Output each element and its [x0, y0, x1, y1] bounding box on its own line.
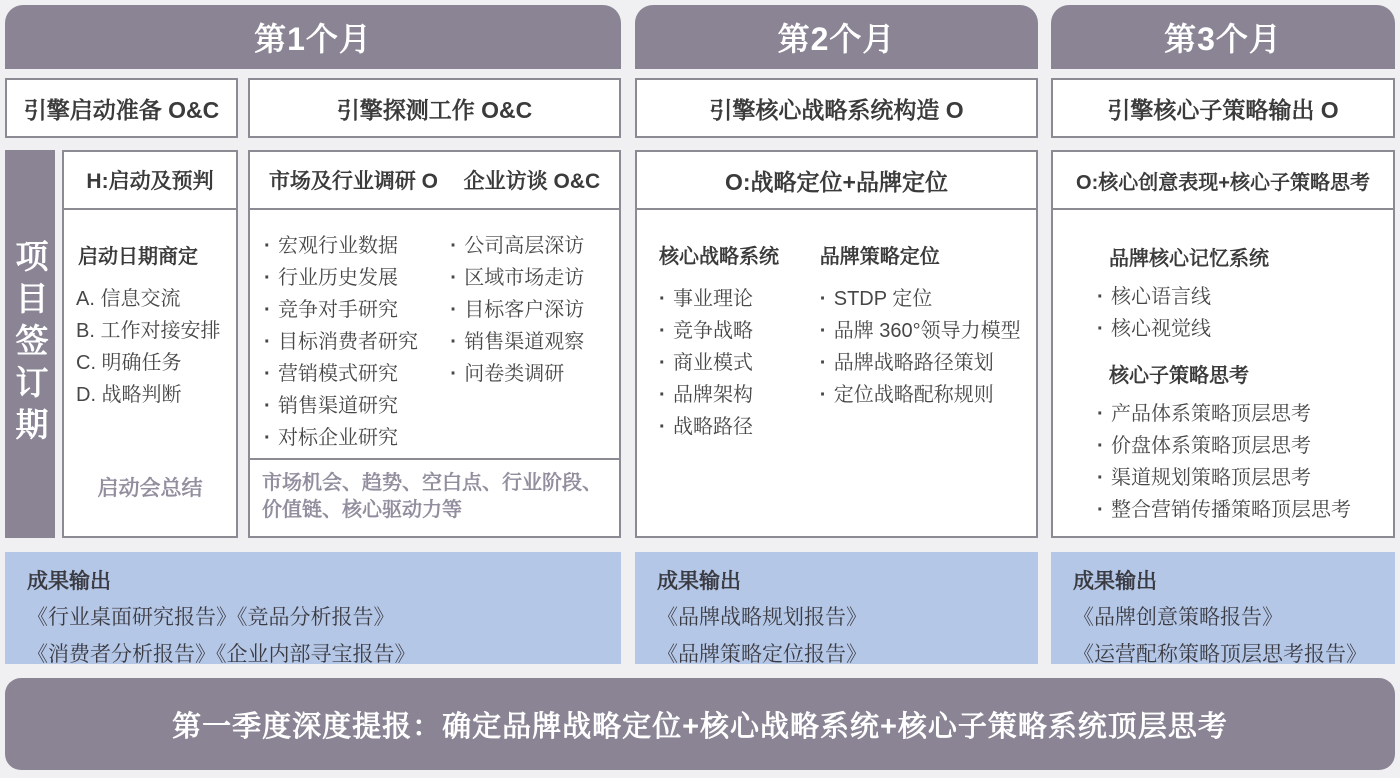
stage-title-exploration: [248, 78, 621, 138]
panel-launch-body: [64, 210, 236, 411]
quarter-summary-text: 第一季度深度提报：确定品牌战略定位+核心战略系统+核心子策略系统顶层思考: [172, 710, 1228, 743]
panel-research-body: [250, 210, 619, 454]
list-item: · STDP 定位: [818, 283, 1024, 315]
creative-group2-title: 核心子策略思考: [1109, 365, 1249, 387]
panel-creative-header: O:核心创意表现+核心子策略思考: [1053, 152, 1393, 210]
stage-title-label: 引擎核心战略系统构造 O: [709, 96, 964, 123]
output-line: 《消费者分析报告》《企业内部寻宝报告》: [27, 643, 416, 666]
creative-group1-title: 品牌核心记忆系统: [1109, 248, 1269, 270]
list-item: · 宏观行业数据: [262, 230, 448, 262]
list-item: · 销售渠道观察: [448, 326, 607, 358]
panel-creative: [1051, 150, 1395, 538]
list-item: · 目标消费者研究: [262, 326, 448, 358]
list-item: · 产品体系策略顶层思考: [1095, 398, 1381, 430]
strategy-col1-title: 核心战略系统: [659, 246, 779, 268]
list-item: · 行业历史发展: [262, 262, 448, 294]
research-header-right: 企业访谈 O&C: [463, 170, 601, 193]
panel-strategy: [635, 150, 1038, 538]
list-item: · 品牌架构: [657, 379, 818, 411]
output-title: 成果输出: [657, 570, 741, 593]
list-item: · 竞争战略: [657, 315, 818, 347]
output-title: 成果输出: [1073, 570, 1157, 593]
month-header-1: [5, 5, 621, 69]
stage-title-launch-prep: [5, 78, 238, 138]
stage-title-label: 引擎核心子策略输出 O: [1107, 96, 1339, 123]
research-left-column: [262, 224, 448, 454]
list-item: · 对标企业研究: [262, 422, 448, 454]
phase-strip-label: 项目签订期: [11, 239, 49, 449]
quarter-summary-bar: [5, 678, 1395, 770]
list-item: · 事业理论: [657, 283, 818, 315]
research-right-column: [448, 224, 607, 454]
list-item: C. 明确任务: [76, 352, 182, 374]
strategy-left-column: [649, 224, 818, 443]
launch-footnote: 启动会总结: [97, 477, 203, 500]
panel-research-header: [250, 152, 619, 210]
output-line: 《品牌战略规划报告》: [657, 606, 867, 629]
list-item: · 品牌 360°领导力模型: [818, 315, 1024, 347]
list-item: · 品牌战略路径策划: [818, 347, 1024, 379]
strategy-right-column: [818, 224, 1024, 443]
list-item: · 核心视觉线: [1095, 313, 1381, 345]
panel-launch: [62, 150, 238, 538]
list-item: · 价盘体系策略顶层思考: [1095, 430, 1381, 462]
research-header-left: 市场及行业调研 O: [268, 170, 438, 193]
month-3-label: 第3个月: [1164, 21, 1282, 57]
output-line: 《行业桌面研究报告》《竞品分析报告》: [27, 606, 395, 629]
output-title: 成果输出: [27, 570, 111, 593]
month-2-label: 第2个月: [777, 21, 896, 57]
research-right-list: [448, 230, 607, 390]
list-item: · 公司高层深访: [448, 230, 607, 262]
list-item: · 战略路径: [657, 411, 818, 443]
list-item: · 营销模式研究: [262, 358, 448, 390]
research-footer-note: 市场机会、趋势、空白点、行业阶段、价值链、核心驱动力等: [250, 458, 619, 536]
list-item: · 核心语言线: [1095, 281, 1381, 313]
stage-title-label: 引擎探测工作 O&C: [336, 96, 533, 123]
output-box-month3: [1051, 552, 1395, 664]
list-item: D. 战略判断: [76, 384, 182, 406]
month-header-3: [1051, 5, 1395, 69]
list-item: · 整合营销传播策略顶层思考: [1095, 494, 1381, 526]
panel-launch-header: H:启动及预判: [64, 152, 236, 210]
output-line: 《品牌策略定位报告》: [657, 643, 867, 666]
output-line: 《品牌创意策略报告》: [1073, 606, 1283, 629]
strategy-col1-list: [657, 283, 818, 443]
strategy-col2-list: [818, 283, 1024, 411]
phase-strip-signing-period: [5, 150, 55, 538]
creative-group1-list: [1095, 281, 1381, 345]
panel-strategy-header: O:战略定位+品牌定位: [637, 152, 1036, 210]
list-item: · 问卷类调研: [448, 358, 607, 390]
list-item: B. 工作对接安排: [76, 320, 221, 342]
list-item: · 渠道规划策略顶层思考: [1095, 462, 1381, 494]
panel-research: [248, 150, 621, 538]
output-box-month2: [635, 552, 1038, 664]
month-header-2: [635, 5, 1038, 69]
stage-title-substrategy-output: [1051, 78, 1395, 138]
month-1-label: 第1个月: [254, 21, 372, 57]
output-line: 《运营配称策略顶层思考报告》: [1073, 643, 1367, 666]
list-item: · 销售渠道研究: [262, 390, 448, 422]
launch-item-list: [76, 283, 224, 411]
list-item: A. 信息交流: [76, 288, 181, 310]
research-left-list: [262, 230, 448, 454]
list-item: · 定位战略配称规则: [818, 379, 1024, 411]
panel-strategy-body: [637, 210, 1036, 443]
output-box-month1: [5, 552, 621, 664]
stage-title-core-strategy: [635, 78, 1038, 138]
list-item: · 竞争对手研究: [262, 294, 448, 326]
panel-creative-body: [1053, 210, 1393, 526]
list-item: · 商业模式: [657, 347, 818, 379]
creative-group2-list: [1095, 398, 1381, 526]
strategy-col2-title: 品牌策略定位: [819, 246, 940, 268]
stage-title-label: 引擎启动准备 O&C: [23, 96, 220, 123]
list-item: · 目标客户深访: [448, 294, 607, 326]
launch-subtitle: 启动日期商定: [78, 246, 198, 268]
list-item: · 区域市场走访: [448, 262, 607, 294]
